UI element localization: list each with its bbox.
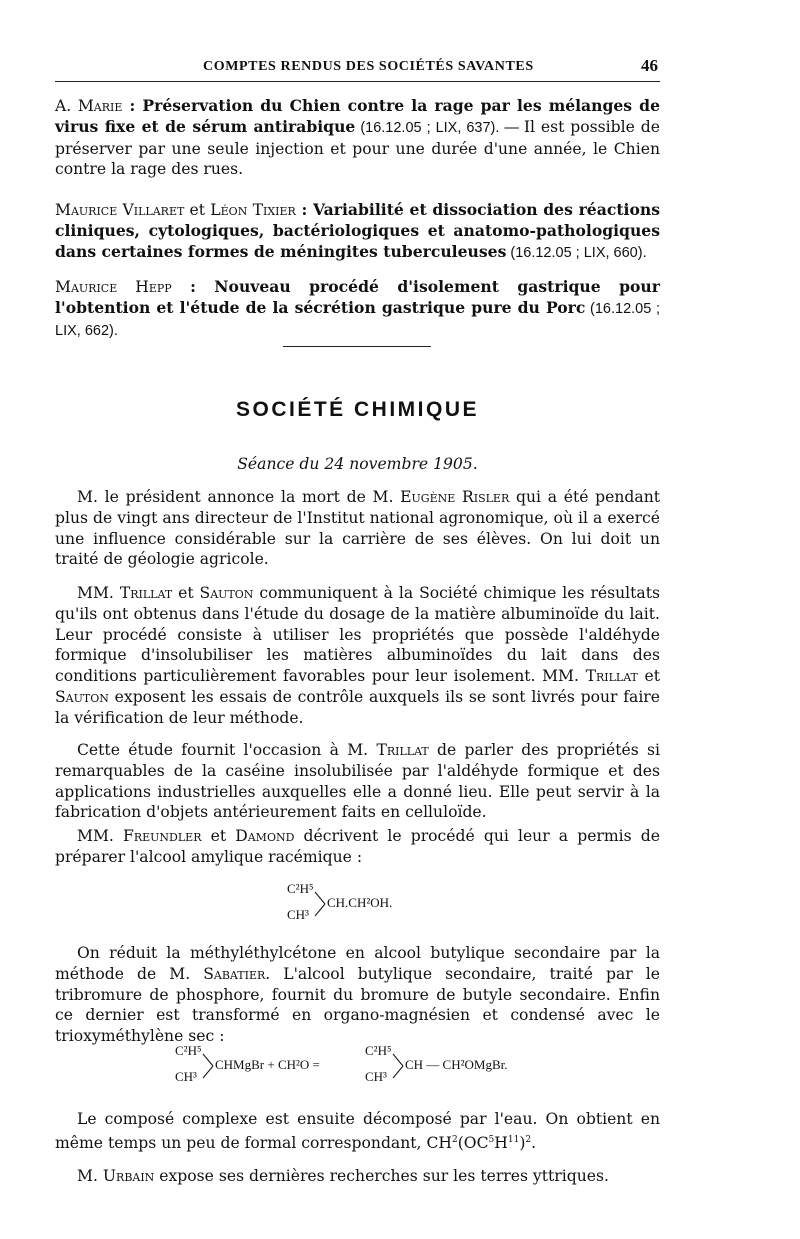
entry-title: Préservation du Chien contre la rage par les mélanges de virus fixe et de sérum antirabique: [55, 96, 660, 136]
paragraph-formal: Le composé complexe est ensuite décomposé par l'eau. On obtient en même temps un peu de formal correspondant, $CH^2(OC^5H^{11})^2$.: [55, 1110, 660, 1152]
person-name: Urbain: [102, 1167, 155, 1185]
formula-amyl-alcohol: C²H⁵ CH³ CH.CH²OH.: [287, 881, 393, 922]
entry-author: Maurice Villaret: [55, 201, 185, 219]
entry-citation: (16.12.05 ; LIX, 660).: [506, 244, 647, 261]
paragraph-urbain: M. Urbain expose ses dernières recherches sur les terres yttriques.: [77, 1167, 609, 1185]
person-name: Trillat: [585, 667, 638, 686]
paragraph-risler: M. le président annonce la mort de M. Eugène Risler qui a été pendant plus de vingt ans directeur de l'Institut national agronomique, où il a exercé une influence considérable sur la carrière de ses élèves. On lui doit un traité de géologie agricole.: [55, 488, 660, 569]
entry-author: A. Marie: [55, 97, 123, 115]
entry-author: Léon Tixier: [210, 201, 296, 219]
entry-citation: (16.12.05 ; LIX, 637). —: [355, 119, 524, 136]
entry-body: Il est possible de préserver par une seule injection et pour une durée d'une année, le Chien contre la rage des rues.: [55, 117, 660, 179]
paragraph-caseine: Cette étude fournit l'occasion à M. Trillat de parler des propriétés si remarquables de la caséine insolubilisée par l'aldéhyde formique et des applications industrielles auxquelles elle a donné lieu. Elle peut servir à la fabrication d'objets antérieurement faits en celluloïde.: [55, 741, 661, 822]
entry-citation: (16.12.05 ; LIX, 662).: [55, 300, 660, 339]
paragraph-trillat-sauton: MM. Trillat et Sauton communiquent à la Société chimique les résultats qu'ils ont obtenus dans l'étude du dosage de la matière albuminoïde du lait. Leur procédé consiste à utiliser les propriétés que possède l'aldéhyde formique d'insolubiliser les matières albuminoïdes du lait dans des conditions particulièrement favorables pour leur isolement. MM. Trillat et Sauton exposent les essais de contrôle auxquels ils se sont livrés pour faire la vérification de leur méthode.: [55, 584, 661, 727]
bond-lines: [391, 1052, 405, 1080]
person-name: Sauton: [199, 584, 254, 602]
paragraph-sabatier: On réduit la méthyléthylcétone en alcool butylique secondaire par la méthode de M. Sabatier. L'alcool butylique secondaire, traité par le tribromure de phosphore, fournit du bromure de butyle secondaire. Enfin ce dernier est transformé en organo-magnésien et condensé avec le trioxyméthylène sec :: [55, 944, 660, 1046]
section-title: SOCIÉTÉ CHIMIQUE: [235, 398, 480, 421]
paragraph-freundler-damond: MM. Freundler et Damond décrivent le procédé qui leur a permis de préparer l'alcool amylique racémique :: [55, 827, 660, 866]
entry-marie: A. Marie : Préservation du Chien contre la rage par les mélanges de virus fixe et de sérum antirabique (16.12.05 ; LIX, 637). — Il est possible de préserver par une seule injection et pour une durée d'une année, le Chien contre la rage des rues.: [55, 96, 660, 179]
bond-lines: [201, 1052, 215, 1080]
person-name: Sauton: [55, 687, 109, 706]
formula-grignard-reaction: C²H⁵ CH³ CHMgBr + CH²O = C²H⁵ CH³ CH — CH²OMgBr.: [175, 1043, 508, 1084]
entry-author: Maurice Hepp: [55, 278, 172, 296]
entry-title: Nouveau procédé d'isolement gastrique pour l'obtention et l'étude de la sécrétion gastrique pure du Porc: [55, 277, 660, 317]
person-name: Trillat: [376, 741, 429, 759]
person-name: Sabatier: [203, 964, 266, 983]
seance-date: Séance du 24 novembre 1905.: [237, 455, 478, 473]
person-name: Trillat: [119, 584, 173, 602]
entry-hepp: Maurice Hepp : Nouveau procédé d'isolement gastrique pour l'obtention et l'étude de la sécrétion gastrique pure du Porc (16.12.05 ; LIX, 662).: [55, 277, 660, 339]
bond-lines: [313, 890, 327, 918]
entry-villaret-tixier: Maurice Villaret et Léon Tixier : Variabilité et dissociation des réactions cliniques, cytologiques, bactériologiques et anatomo-pathologiques dans certaines formes de méningites tuberculeuses (16.12.05 ; LIX, 660).: [55, 200, 660, 261]
person-name: Eugène Risler: [400, 488, 510, 506]
running-title: COMPTES RENDUS DES SOCIÉTÉS SAVANTES: [203, 59, 534, 74]
person-name: Damond: [235, 827, 295, 845]
running-header: [55, 57, 660, 82]
entry-title: Variabilité et dissociation des réactions cliniques, cytologiques, bactériologiques et anatomo-pathologiques dans certaines formes de méningites tuberculeuses: [55, 200, 660, 261]
page-number: 46: [641, 56, 658, 75]
section-divider: [283, 346, 431, 347]
person-name: Freundler: [123, 827, 202, 845]
document-page: [55, 0, 660, 1239]
